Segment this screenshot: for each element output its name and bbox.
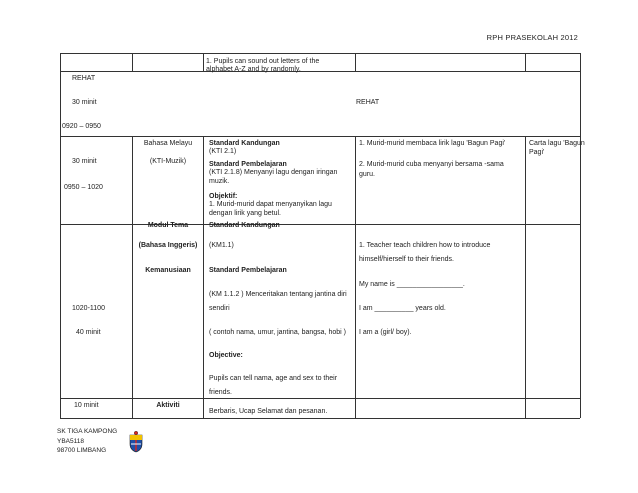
row-divider-bi [60, 398, 580, 399]
bm-standard-kandungan-title: Standard Kandungan [209, 140, 280, 147]
bi-module: Modul Tema [147, 222, 189, 229]
table-col-divider-2 [203, 53, 204, 71]
bm-activity-2b: guru. [359, 171, 375, 178]
table-col-divider-3 [355, 136, 356, 418]
bi-standard-kandungan-code: (KM1.1) [209, 242, 234, 249]
bm-standard-pembelajaran-line-1: (KTI 2.1.8) Menyanyi lagu dengan iringan [209, 169, 338, 176]
table-col-divider-4 [525, 136, 526, 418]
bm-bbm-line-2: Pagi' [529, 149, 545, 156]
aktiviti-label: Aktiviti [156, 402, 180, 409]
lesson-plan-table [60, 53, 585, 418]
row-divider-top [60, 71, 580, 72]
bi-objective-line-1: Pupils can tell nama, age and sex to their [209, 375, 338, 382]
bm-standard-kandungan-code: (KTI 2.1) [209, 148, 237, 155]
school-postcode: 98700 LIMBANG [57, 447, 107, 454]
table-border-top [60, 53, 580, 54]
rehat-time: 0920 – 0950 [62, 123, 101, 130]
school-name: SK TIGA KAMPONG [57, 428, 118, 435]
bm-activity-1: 1. Murid-murid membaca lirik lagu 'Bagun Pagi' [359, 140, 506, 147]
table-border-bottom [60, 418, 580, 419]
page-header-title: RPH PRASEKOLAH 2012 [486, 33, 578, 42]
rehat-label: REHAT [72, 75, 96, 82]
table-col-divider-3 [355, 53, 356, 71]
school-code: YBA5118 [57, 437, 84, 445]
bm-standard-pembelajaran-line-2: muzik. [209, 178, 230, 185]
bi-time: 1020-1100 [72, 305, 105, 312]
bm-activity-2: 2. Murid-murid cuba menyanyi bersama -sama [359, 161, 504, 168]
school-address [57, 427, 117, 456]
bi-subject: (Bahasa Inggeris) [138, 242, 198, 249]
bm-objektif-title: Objektif: [209, 193, 238, 200]
table-col-divider-2 [203, 136, 204, 418]
bi-activity-1: 1. Teacher teach children how to introduce [359, 242, 491, 249]
aktiviti-content: Berbaris, Ucap Selamat dan pesanan. [209, 408, 328, 415]
bi-activity-1b: himself/hierself to their friends. [359, 256, 454, 263]
pupils-sound-line-1: 1. Pupils can sound out letters of the [206, 58, 320, 65]
bm-time: 0950 – 1020 [64, 184, 103, 191]
bi-activity-girl-boy: I am a (girl/ boy). [359, 329, 412, 336]
bi-standard-pembelajaran-line-1: (KM 1.1.2 ) Menceritakan tentang jantina diri [209, 291, 347, 298]
rehat-duration: 30 minit [72, 99, 97, 106]
table-col-divider-1 [132, 136, 133, 418]
bi-theme: Kemanusiaan [145, 267, 191, 274]
aktiviti-duration: 10 minit [74, 402, 99, 409]
bm-duration: 30 minit [72, 158, 97, 165]
pupils-sound-line-2: alphabet A-Z and by randomly. [206, 66, 301, 73]
bi-objective-line-2: friends. [209, 389, 232, 396]
bi-standard-kandungan-title: Standard Kandungan [209, 222, 280, 229]
table-col-divider-1 [132, 53, 133, 71]
bm-bbm-line-1: Carta lagu 'Bagun [529, 140, 585, 147]
bi-activity-my-name: My name is _________________. [359, 281, 465, 288]
bi-objective-title: Objective: [209, 352, 243, 359]
table-col-divider-4 [525, 53, 526, 71]
school-crest-icon [128, 430, 144, 454]
table-border-right [580, 53, 581, 418]
bi-standard-pembelajaran-line-2: sendiri [209, 305, 230, 312]
bi-standard-pembelajaran-example: ( contoh nama, umur, jantina, bangsa, hobi ) [209, 329, 346, 336]
bi-activity-years-old: I am __________ years old. [359, 305, 446, 312]
bm-subject-sub: (KTI-Muzik) [149, 158, 187, 165]
bm-objektif-line-2: dengan lirik yang betul. [209, 210, 281, 217]
rehat-center-label: REHAT [356, 99, 380, 106]
bi-standard-pembelajaran-title: Standard Pembelajaran [209, 267, 287, 274]
bm-standard-pembelajaran-title: Standard Pembelajaran [209, 161, 287, 168]
table-border-left [60, 53, 61, 418]
bm-subject: Bahasa Melayu [143, 140, 193, 147]
row-divider-rehat [60, 136, 580, 137]
bm-objektif-line-1: 1. Murid-murid dapat menyanyikan lagu [209, 201, 332, 208]
bi-duration: 40 minit [76, 329, 101, 336]
